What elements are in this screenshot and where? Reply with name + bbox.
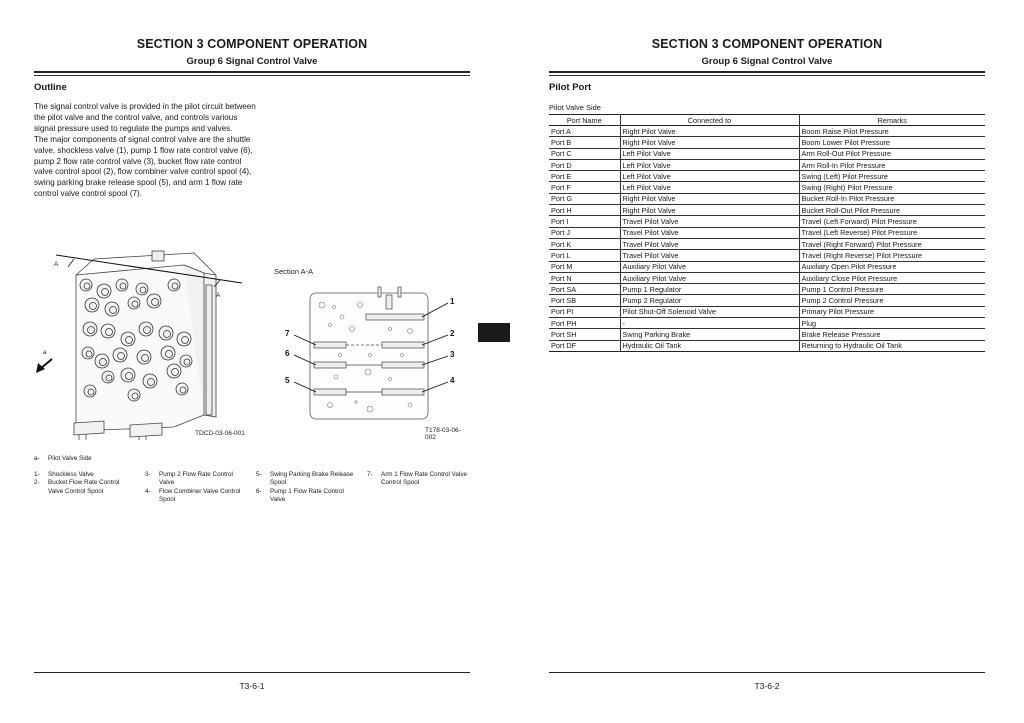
remarks-cell: Swing (Right) Pilot Pressure bbox=[799, 182, 985, 193]
fitting-mark bbox=[140, 287, 146, 293]
fitting-mark bbox=[164, 331, 171, 338]
remarks-cell: Returning to Hydraulic Oil Tank bbox=[799, 340, 985, 351]
fitting-mark bbox=[106, 329, 113, 336]
fitting-mark bbox=[184, 359, 190, 365]
table-row bbox=[549, 340, 985, 351]
legend-text: Arm 1 Flow Rate Control Valve Control Spool bbox=[381, 471, 467, 487]
fitting-mark bbox=[132, 393, 138, 399]
valve-isometric-drawing bbox=[34, 245, 259, 440]
table-body bbox=[549, 126, 985, 352]
remarks-cell: Bucket Roll-Out Pilot Pressure bbox=[799, 205, 985, 216]
port-name-cell: Port PI bbox=[549, 306, 620, 317]
remarks-cell: Travel (Right Reverse) Pilot Pressure bbox=[799, 250, 985, 261]
connected-to-cell: Travel Pilot Valve bbox=[620, 250, 799, 261]
fitting-mark bbox=[172, 283, 178, 289]
remarks-cell: Pump 2 Control Pressure bbox=[799, 295, 985, 306]
outline-paragraph-1: The signal control valve is provided in the pilot circuit between the pilot valve and the control valve, and controls various signal pressure used to regulate the pumps and valves. bbox=[34, 102, 256, 133]
section-aa-drawing bbox=[270, 277, 470, 437]
fitting-mark bbox=[126, 337, 133, 344]
legend-item bbox=[145, 488, 245, 505]
port-name-cell: Port E bbox=[549, 171, 620, 182]
remarks-cell: Bucket Roll-In Pilot Pressure bbox=[799, 193, 985, 204]
port-name-cell: Port C bbox=[549, 148, 620, 159]
connected-to-cell: Left Pilot Valve bbox=[620, 159, 799, 170]
view-arrow-icon bbox=[36, 359, 52, 373]
remarks-cell: Plug bbox=[799, 318, 985, 329]
fitting-mark bbox=[132, 301, 138, 307]
fitting-mark bbox=[102, 289, 109, 296]
connected-to-cell: Auxiliary Pilot Valve bbox=[620, 272, 799, 283]
section-aa-figure bbox=[270, 267, 470, 442]
right-page bbox=[549, 0, 985, 723]
fitting-mark bbox=[172, 369, 179, 376]
fitting-mark bbox=[148, 379, 155, 386]
fitting-mark bbox=[88, 389, 94, 395]
remarks-cell: Brake Release Pressure bbox=[799, 329, 985, 340]
port-name-cell: Port DF bbox=[549, 340, 620, 351]
port-name-cell: Port G bbox=[549, 193, 620, 204]
section-label-a-top: A bbox=[54, 261, 59, 268]
port-name-cell: Port H bbox=[549, 205, 620, 216]
legend-num: 1- bbox=[34, 471, 40, 478]
remarks-cell: Travel (Left Forward) Pilot Pressure bbox=[799, 216, 985, 227]
fitting-mark bbox=[100, 359, 107, 366]
legend-num: 7- bbox=[367, 471, 373, 478]
fitting-mark bbox=[126, 373, 133, 380]
section-title: SECTION 3 COMPONENT OPERATION bbox=[651, 37, 883, 51]
table-row bbox=[549, 205, 985, 216]
column-header-port-name: Port Name bbox=[549, 115, 620, 126]
table-row bbox=[549, 126, 985, 137]
connected-to-cell: Pump 1 Regulator bbox=[620, 284, 799, 295]
fitting-mark bbox=[152, 299, 159, 306]
fitting-mark bbox=[144, 327, 151, 334]
table-row bbox=[549, 284, 985, 295]
fitting-mark bbox=[84, 283, 90, 289]
legend-num: 2- bbox=[34, 479, 40, 487]
table-row bbox=[549, 137, 985, 148]
legend-num: 5- bbox=[256, 471, 262, 478]
fitting-mark bbox=[88, 327, 95, 334]
table-row bbox=[549, 272, 985, 283]
remarks-cell: Arm Roll-Out Pilot Pressure bbox=[799, 148, 985, 159]
fitting-mark bbox=[110, 307, 117, 314]
legend-item bbox=[145, 471, 245, 488]
figure1-code: TDCD-03-06-001 bbox=[195, 430, 245, 437]
port-name-cell: Port SB bbox=[549, 295, 620, 306]
table-row bbox=[549, 216, 985, 227]
port-name-cell: Port B bbox=[549, 137, 620, 148]
legend-item bbox=[34, 479, 134, 496]
remarks-cell: Pump 1 Control Pressure bbox=[799, 284, 985, 295]
callout-3: 3 bbox=[450, 350, 455, 359]
legend-text: Pump 2 Flow Rate Control Valve bbox=[159, 471, 233, 487]
header-rule bbox=[34, 71, 470, 73]
legend-item bbox=[34, 471, 134, 479]
fitting-mark bbox=[120, 283, 126, 289]
port-name-cell: Port PH bbox=[549, 318, 620, 329]
header-rule-thin bbox=[34, 75, 470, 76]
column-header-connected-to: Connected to bbox=[620, 115, 799, 126]
connected-to-cell: Left Pilot Valve bbox=[620, 182, 799, 193]
port-name-cell: Port I bbox=[549, 216, 620, 227]
pilot-port-heading: Pilot Port bbox=[549, 82, 592, 93]
connected-to-cell: Right Pilot Valve bbox=[620, 137, 799, 148]
table-header-row bbox=[549, 115, 985, 126]
header-rule-thin bbox=[549, 75, 985, 76]
port-name-cell: Port SA bbox=[549, 284, 620, 295]
fitting-mark bbox=[86, 351, 92, 357]
group-title: Group 6 Signal Control Valve bbox=[186, 56, 318, 67]
legend-num: 6- bbox=[256, 487, 262, 495]
fitting-mark bbox=[106, 375, 112, 381]
page-number: T3-6-1 bbox=[239, 681, 265, 691]
footer-rule bbox=[549, 672, 985, 673]
remarks-cell: Travel (Left Reverse) Pilot Pressure bbox=[799, 227, 985, 238]
remarks-cell: Auxiliary Close Pilot Pressure bbox=[799, 272, 985, 283]
connected-to-cell: - bbox=[620, 318, 799, 329]
port-name-cell: Port F bbox=[549, 182, 620, 193]
pilot-valve-side-label: Pilot Valve Side bbox=[549, 103, 601, 112]
legend-text: Bucket Flow Rate Control Valve Control Spool bbox=[48, 479, 120, 495]
connected-to-cell: Left Pilot Valve bbox=[620, 148, 799, 159]
legend-num: 3- bbox=[145, 471, 151, 478]
table-row bbox=[549, 182, 985, 193]
table-row bbox=[549, 227, 985, 238]
left-page bbox=[34, 0, 470, 723]
legend-item bbox=[256, 488, 356, 505]
fitting-mark bbox=[90, 303, 97, 310]
remarks-cell: Arm Roll-In Pilot Pressure bbox=[799, 159, 985, 170]
header-rule bbox=[549, 71, 985, 73]
page-number: T3-6-2 bbox=[754, 681, 780, 691]
legend-item-a bbox=[34, 455, 92, 463]
callout-6: 6 bbox=[285, 349, 290, 358]
legend-key: a- bbox=[34, 455, 40, 462]
port-name-cell: Port D bbox=[549, 159, 620, 170]
callout-7: 7 bbox=[285, 329, 290, 338]
table-row bbox=[549, 148, 985, 159]
table-row bbox=[549, 159, 985, 170]
connected-to-cell: Travel Pilot Valve bbox=[620, 227, 799, 238]
remarks-cell: Boom Raise Pilot Pressure bbox=[799, 126, 985, 137]
legend-num: 4- bbox=[145, 487, 151, 495]
legend-column-1 bbox=[34, 471, 134, 496]
connected-to-cell: Pump 2 Regulator bbox=[620, 295, 799, 306]
connected-to-cell: Travel Pilot Valve bbox=[620, 216, 799, 227]
table-row bbox=[549, 171, 985, 182]
remarks-cell: Primary Pilot Pressure bbox=[799, 306, 985, 317]
fitting-mark bbox=[180, 387, 186, 393]
fitting-mark bbox=[166, 351, 173, 358]
legend-text: Swing Parking Brake Release Spool bbox=[270, 471, 354, 487]
table-row bbox=[549, 306, 985, 317]
port-name-cell: Port M bbox=[549, 261, 620, 272]
legend-column-2 bbox=[145, 471, 245, 504]
callout-2: 2 bbox=[450, 329, 455, 338]
connected-to-cell: Swing Parking Brake bbox=[620, 329, 799, 340]
remarks-cell: Swing (Left) Pilot Pressure bbox=[799, 171, 985, 182]
section-aa-title: Section A-A bbox=[274, 267, 314, 276]
table-row bbox=[549, 329, 985, 340]
connected-to-cell: Travel Pilot Valve bbox=[620, 238, 799, 249]
port-name-cell: Port N bbox=[549, 272, 620, 283]
port-name-cell: Port SH bbox=[549, 329, 620, 340]
connected-to-cell: Right Pilot Valve bbox=[620, 126, 799, 137]
fitting-mark bbox=[118, 353, 125, 360]
connected-to-cell: Hydraulic Oil Tank bbox=[620, 340, 799, 351]
section-title: SECTION 3 COMPONENT OPERATION bbox=[136, 37, 368, 51]
outline-paragraph-2: The major components of signal control valve are the shuttle valve, shockless valve (1), pump 1 flow rate control valve (6), pump 2 flow rate control valve (3), bucket flow rate control valve control spool (2), flow combiner valve control spool (4), swing parking brake release spool (5), and arm 1 flow rate control valve control spool (7). bbox=[34, 134, 253, 199]
connected-to-cell: Right Pilot Valve bbox=[620, 205, 799, 216]
port-name-cell: Port A bbox=[549, 126, 620, 137]
footer-rule bbox=[34, 672, 470, 673]
table-row bbox=[549, 238, 985, 249]
legend-text: Shockless Valve bbox=[48, 471, 94, 478]
legend-text: Pilot Valve Side bbox=[48, 455, 92, 462]
pilot-port-table bbox=[549, 114, 985, 352]
legend-item bbox=[367, 471, 471, 488]
outline-heading: Outline bbox=[34, 82, 67, 93]
callout-4: 4 bbox=[450, 376, 455, 385]
figure2-code: T178-03-06-002 bbox=[425, 427, 461, 441]
remarks-cell: Travel (Right Forward) Pilot Pressure bbox=[799, 238, 985, 249]
table-row bbox=[549, 295, 985, 306]
fitting-mark bbox=[182, 337, 189, 344]
group-title: Group 6 Signal Control Valve bbox=[701, 56, 833, 67]
remarks-cell: Auxiliary Open Pilot Pressure bbox=[799, 261, 985, 272]
remarks-cell: Boom Lower Pilot Pressure bbox=[799, 137, 985, 148]
view-arrow-label: a bbox=[43, 350, 47, 356]
table-row bbox=[549, 318, 985, 329]
section-tab-marker bbox=[478, 323, 510, 342]
column-header-remarks: Remarks bbox=[799, 115, 985, 126]
connected-to-cell: Auxiliary Pilot Valve bbox=[620, 261, 799, 272]
legend-column-3 bbox=[256, 471, 356, 504]
port-name-cell: Port K bbox=[549, 238, 620, 249]
outline-body bbox=[34, 102, 259, 200]
table-row bbox=[549, 261, 985, 272]
legend-text: Pump 1 Flow Rate Control Valve bbox=[270, 487, 344, 503]
connected-to-cell: Pilot Shut-Off Solenoid Valve bbox=[620, 306, 799, 317]
table-row bbox=[549, 193, 985, 204]
port-name-cell: Port L bbox=[549, 250, 620, 261]
legend-text: Flow Combiner Valve Control Spool bbox=[159, 487, 241, 503]
legend-column-4 bbox=[367, 471, 471, 488]
table-row bbox=[549, 250, 985, 261]
valve-isometric-figure bbox=[34, 245, 259, 440]
callout-1: 1 bbox=[450, 297, 455, 306]
port-name-cell: Port J bbox=[549, 227, 620, 238]
legend-item bbox=[256, 471, 356, 488]
fitting-mark bbox=[142, 355, 149, 362]
section-label-a-right: A bbox=[216, 292, 221, 299]
callout-5: 5 bbox=[285, 376, 290, 385]
connected-to-cell: Right Pilot Valve bbox=[620, 193, 799, 204]
connected-to-cell: Left Pilot Valve bbox=[620, 171, 799, 182]
